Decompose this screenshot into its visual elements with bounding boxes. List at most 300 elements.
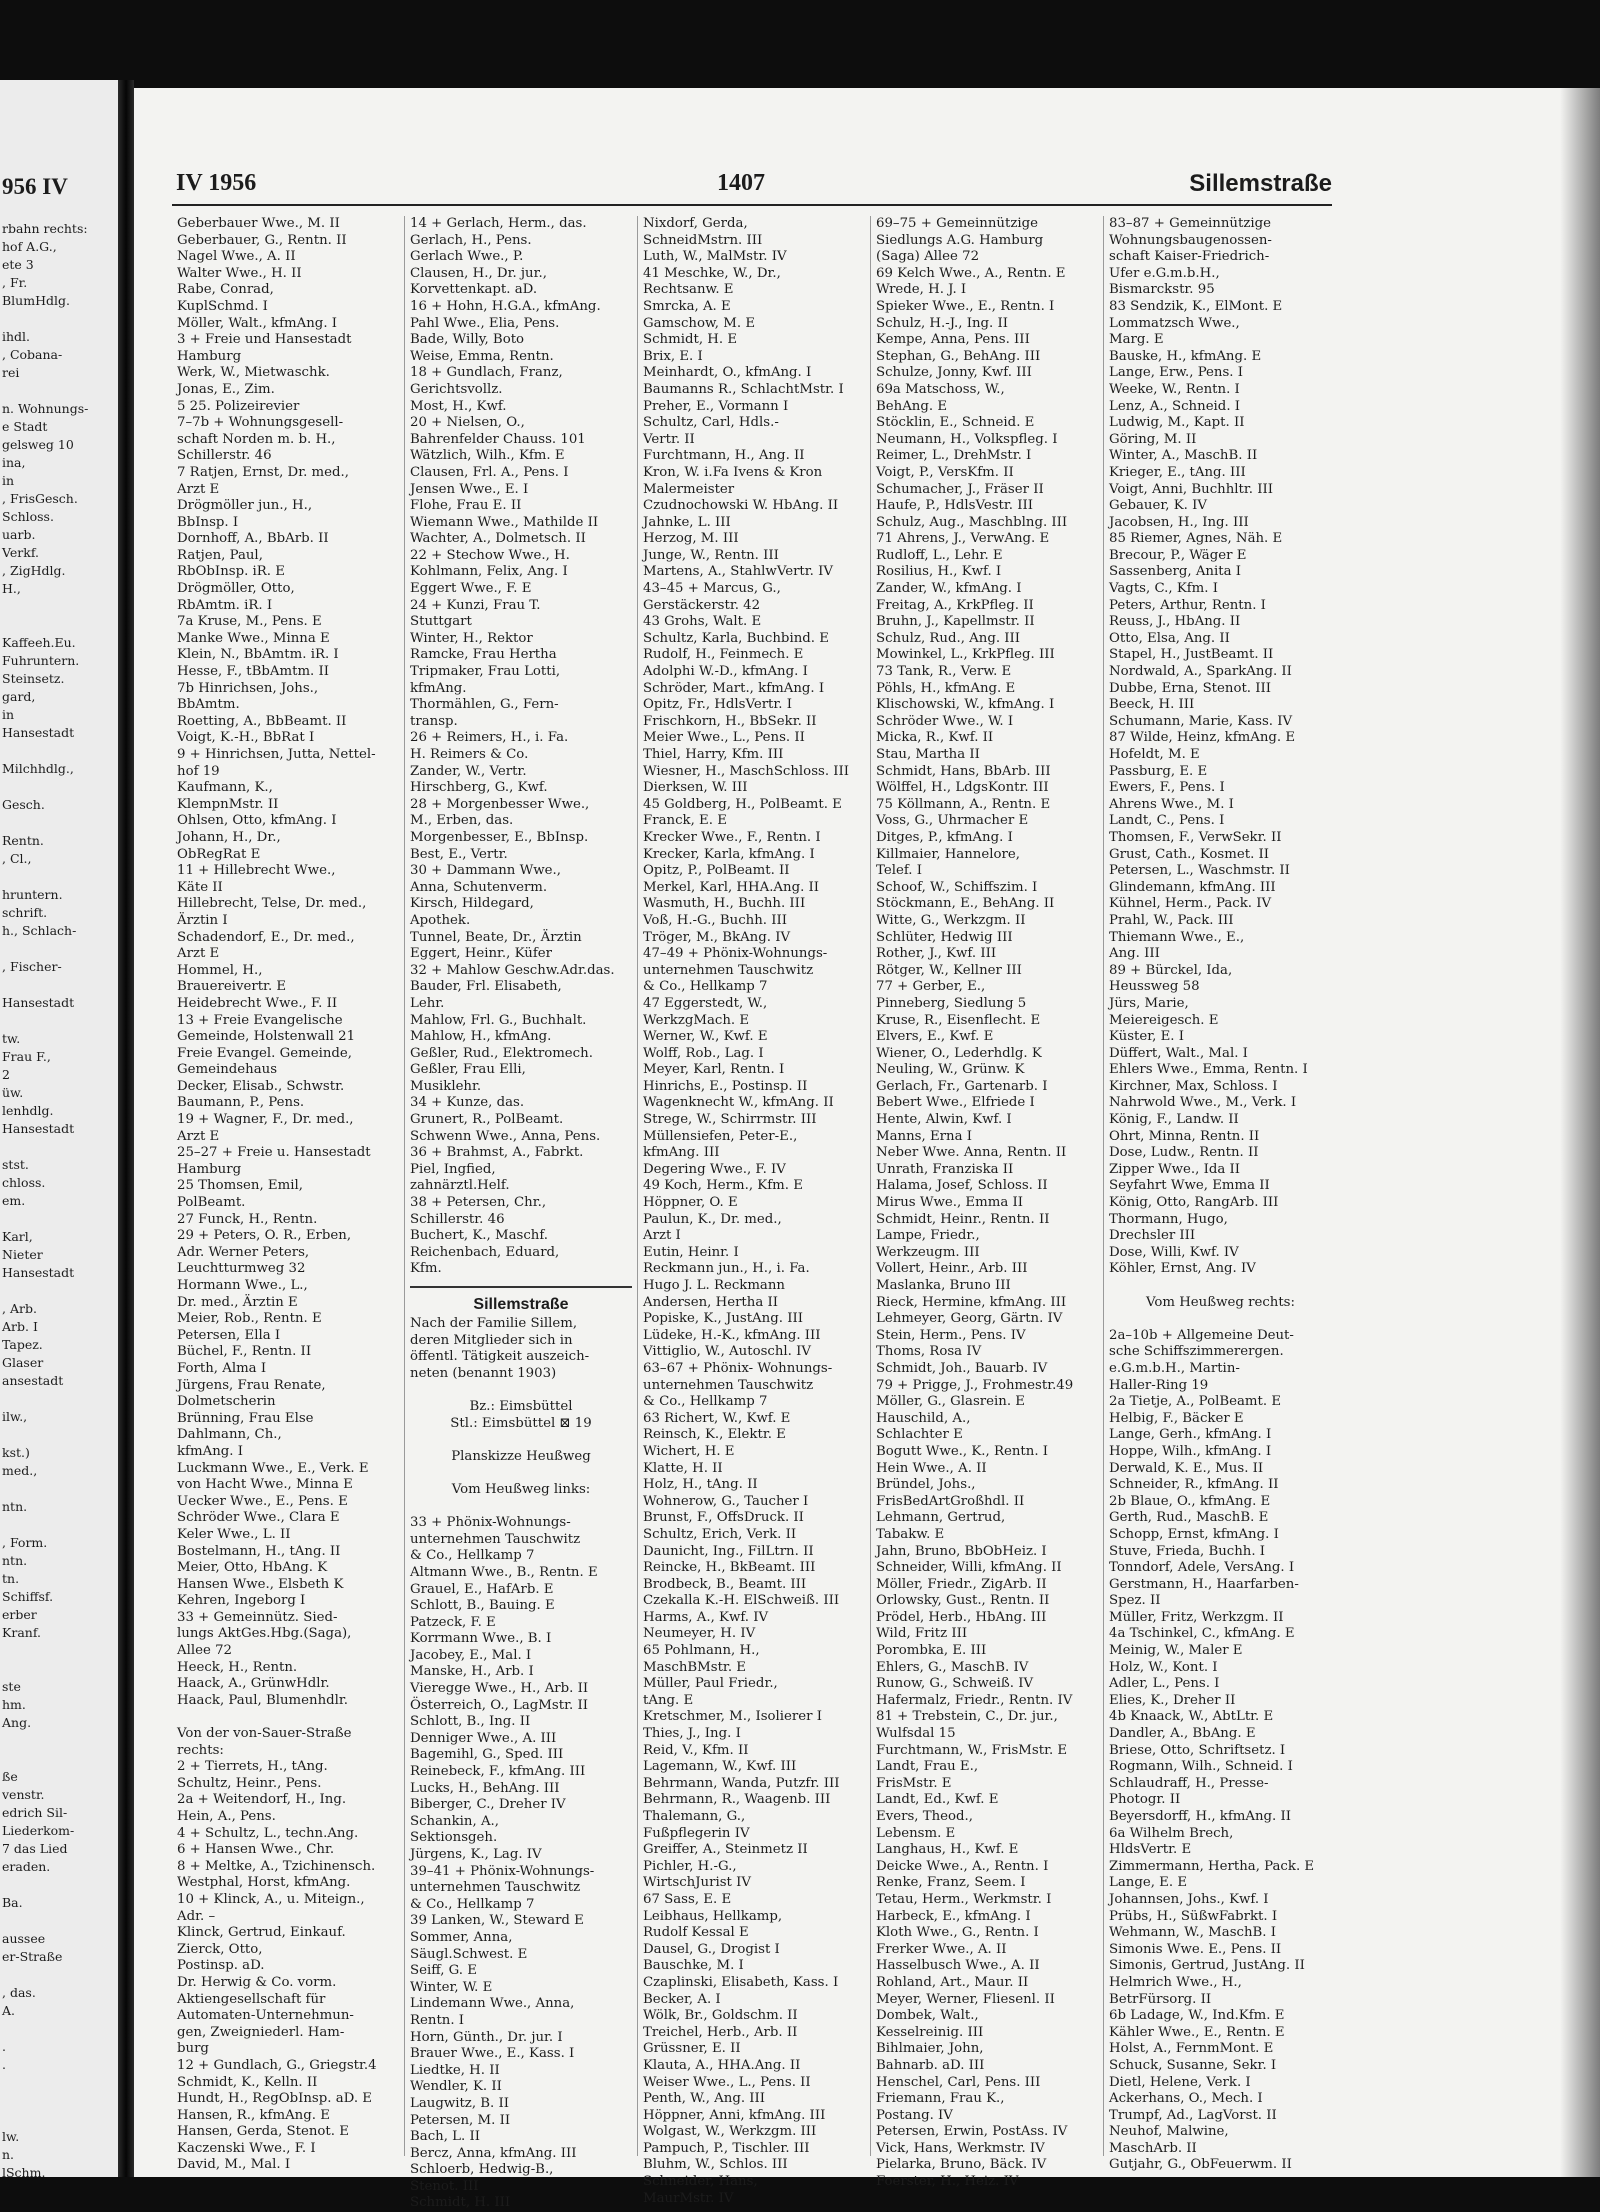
directory-entry bbox=[410, 1465, 632, 1482]
page-number: 1407 bbox=[717, 170, 765, 196]
directory-entry: Schopp, Ernst, kfmAng. I bbox=[1109, 1526, 1279, 1542]
directory-entry: Schmidt, H. III bbox=[410, 2195, 511, 2211]
directory-entry: Elies, K., Dreher II bbox=[1109, 1692, 1236, 1708]
directory-entry: Schadendorf, E., Dr. med., bbox=[177, 929, 355, 945]
directory-entry: Hamburg bbox=[177, 1161, 242, 1177]
directory-entry: KlempnMstr. II bbox=[177, 796, 279, 812]
directory-entry: 69a Matschoss, W., bbox=[876, 381, 1005, 397]
directory-entry: 2a Tietje, A., PolBeamt. E bbox=[1109, 1394, 1282, 1410]
directory-entry: kfmAng. III bbox=[643, 1145, 720, 1161]
directory-entry: Morgenbesser, E., BbInsp. bbox=[410, 829, 589, 845]
directory-entry: Lampe, Friedr., bbox=[876, 1228, 980, 1244]
directory-entry: Bahrenfelder Chauss. 101 bbox=[410, 431, 586, 447]
directory-entry: Helmrich Wwe., H., bbox=[1109, 1974, 1242, 1990]
left-page-fragment: hm. bbox=[2, 1697, 26, 1712]
directory-entry: Nahrwold Wwe., M., Verk. I bbox=[1109, 1095, 1297, 1111]
directory-entry: Lange, E. E bbox=[1109, 1875, 1188, 1891]
directory-entry: Becker, A. I bbox=[643, 1991, 721, 2007]
directory-entry: Hente, Alwin, Kwf. I bbox=[876, 1112, 1012, 1128]
directory-entry: Wrede, H. J. I bbox=[876, 282, 967, 298]
directory-entry: Österreich, O., LagMstr. II bbox=[410, 1697, 588, 1713]
directory-entry: 83–87 + Gemeinnützige bbox=[1109, 216, 1271, 231]
left-page-fragment: üw. bbox=[2, 1085, 24, 1100]
directory-entry: 2 + Tierrets, H., tAng. bbox=[177, 1759, 328, 1775]
directory-entry: Lehmann, Gertrud, bbox=[876, 1510, 1006, 1526]
left-page-fragment bbox=[2, 742, 118, 760]
directory-entry: e.G.m.b.H., Martin- bbox=[1109, 1360, 1240, 1376]
directory-entry: Meiereigesch. E bbox=[1109, 1012, 1219, 1028]
directory-entry: Klischowski, W., kfmAng. I bbox=[876, 697, 1055, 713]
directory-entry: Mirus Wwe., Emma II bbox=[876, 1195, 1024, 1211]
left-page-fragment: ße bbox=[2, 1769, 18, 1784]
directory-entry: Krieger, E., tAng. III bbox=[1109, 464, 1246, 480]
directory-entry bbox=[410, 1382, 632, 1399]
left-page-fragment: 2 bbox=[2, 1067, 10, 1082]
directory-entry: 20 + Nielsen, O., bbox=[410, 415, 525, 431]
directory-entry: Roetting, A., BbBeamt. II bbox=[177, 713, 347, 729]
directory-entry: 9 + Hinrichsen, Jutta, Nettel- bbox=[177, 747, 376, 762]
directory-entry: Patzeck, F. E bbox=[410, 1614, 496, 1630]
directory-entry: Voigt, K.-H., BbRat I bbox=[177, 730, 315, 746]
street-info-line: Bz.: Eimsbüttel bbox=[469, 1398, 573, 1414]
directory-entry: Meyer, Karl, Rentn. I bbox=[643, 1062, 785, 1078]
directory-entry: Hansen Wwe., Elsbeth K bbox=[177, 1576, 344, 1592]
directory-entry: 75 Köllmann, A., Rentn. E bbox=[876, 796, 1051, 812]
directory-entry: Schlüter, Hedwig III bbox=[876, 929, 1013, 945]
directory-entry: Reckmann jun., H., i. Fa. bbox=[643, 1261, 810, 1277]
directory-entry: Pampuch, P., Tischler. III bbox=[643, 2140, 810, 2156]
directory-entry: Thalemann, G., bbox=[643, 1809, 746, 1824]
directory-entry: Leuchtturmweg 32 bbox=[177, 1261, 306, 1277]
directory-entry: 2a–10b + Allgemeine Deut- bbox=[1109, 1327, 1294, 1343]
directory-entry: Wichert, H. E bbox=[643, 1443, 735, 1459]
left-page-fragment: chloss. bbox=[2, 1175, 46, 1190]
directory-entry: Bebert Wwe., Elfriede I bbox=[876, 1095, 1035, 1111]
directory-entry: Klatte, H. II bbox=[643, 1460, 723, 1476]
left-page-fragment: , Cl., bbox=[2, 851, 32, 866]
directory-entry: Marg. E bbox=[1109, 332, 1164, 348]
directory-entry: RbObInsp. iR. E bbox=[177, 564, 285, 580]
directory-entry: Strege, W., Schirrmstr. III bbox=[643, 1112, 817, 1128]
directory-entry: Forth, Alma I bbox=[177, 1360, 267, 1376]
left-page-fragment bbox=[2, 1426, 118, 1444]
left-page-fragment: tn. bbox=[2, 1571, 20, 1586]
directory-entry: Thormählen, G., Fern- bbox=[410, 697, 559, 713]
directory-entry: Kaufmann, K., bbox=[177, 780, 273, 796]
column-4 bbox=[871, 216, 1104, 2190]
directory-entry: Wölffel, H., LdgsKontr. III bbox=[876, 780, 1049, 796]
directory-entry: Lommatzsch Wwe., bbox=[1109, 315, 1240, 331]
directory-entry: Hauschild, A., bbox=[876, 1410, 971, 1426]
directory-entry: Schlachter E bbox=[876, 1427, 963, 1443]
directory-entry: 12 + Gundlach, G., Griegstr.4 bbox=[177, 2057, 377, 2073]
left-page-fragment: Gesch. bbox=[2, 797, 45, 812]
left-page-fragment: Schloss. bbox=[2, 509, 54, 524]
directory-entry: zahnärztl.Helf. bbox=[410, 1178, 510, 1194]
directory-entry: Behrmann, R., Waagenb. III bbox=[643, 1792, 831, 1808]
directory-entry: Zander, W., kfmAng. I bbox=[876, 581, 1022, 597]
directory-entry: Dierksen, W. III bbox=[643, 780, 748, 796]
directory-entry: Göring, M. II bbox=[1109, 431, 1197, 447]
directory-entry: 73 Tank, R., Verw. E bbox=[876, 664, 1012, 680]
directory-entry: Hein Wwe., A. II bbox=[876, 1460, 987, 1476]
directory-entry: Thies, J., Ing. I bbox=[643, 1726, 741, 1742]
directory-entry: Schumacher, J., Fräser II bbox=[876, 481, 1044, 497]
directory-entry: Voigt, Anni, Buchhltr. III bbox=[1109, 481, 1273, 497]
directory-entry: Klinck, Gertrud, Einkauf. bbox=[177, 1925, 346, 1941]
directory-entry: Schmidt, H. E bbox=[643, 332, 738, 348]
directory-entry: BehAng. E bbox=[876, 398, 948, 414]
directory-entry: Rechtsanw. E bbox=[643, 282, 734, 298]
directory-entry: Müllensiefen, Peter-E., bbox=[643, 1128, 798, 1144]
directory-entry: Reinebeck, F., kfmAng. III bbox=[410, 1764, 586, 1780]
left-page-fragment: , Fr. bbox=[2, 275, 28, 290]
directory-entry: Stein, Herm., Pens. IV bbox=[876, 1327, 1026, 1343]
directory-entry: 25 Thomsen, Emil, bbox=[177, 1178, 303, 1194]
directory-entry: Siedlungs A.G. Hamburg bbox=[876, 232, 1044, 248]
directory-entry: 47 Eggerstedt, W., bbox=[643, 995, 768, 1011]
left-page-fragment: n. Wohnungs- bbox=[2, 401, 89, 416]
directory-entry: 2b Blaue, O., kfmAng. E bbox=[1109, 1493, 1271, 1509]
directory-entry: Brauer Wwe., E., Kass. I bbox=[410, 2046, 575, 2062]
directory-entry: Paulun, K., Dr. med., bbox=[643, 1211, 782, 1227]
page-edge-shadow bbox=[1560, 88, 1600, 2177]
left-page-fragment: Hansestadt bbox=[2, 995, 75, 1010]
left-page-edge bbox=[0, 80, 118, 2180]
directory-entry: Möller, Friedr., ZigArb. II bbox=[876, 1576, 1047, 1592]
directory-entry: kfmAng. I bbox=[177, 1443, 243, 1459]
left-page-fragment: A. bbox=[2, 2003, 16, 2018]
directory-entry: Jahnke, L. III bbox=[643, 514, 731, 530]
directory-entry: Martens, A., StahlwVertr. IV bbox=[643, 564, 833, 580]
directory-entry: Lenz, A., Schneid. I bbox=[1109, 398, 1241, 414]
directory-entry: Bercz, Anna, kfmAng. III bbox=[410, 2145, 577, 2161]
directory-entry: Hein, A., Pens. bbox=[177, 1809, 276, 1824]
directory-entry: Schloerb, Hedwig-B., bbox=[410, 2162, 554, 2178]
directory-entry: Bauske, H., kfmAng. E bbox=[1109, 348, 1262, 364]
directory-entry: Jürgens, Frau Renate, bbox=[177, 1377, 326, 1393]
directory-entry: Witte, G., Werkzgm. II bbox=[876, 912, 1026, 928]
directory-entry: Schulze, Jonny, Kwf. III bbox=[876, 365, 1032, 381]
directory-entry: Klein, N., BbAmtm. iR. I bbox=[177, 647, 339, 663]
directory-entry: Wölk, Br., Goldschm. II bbox=[643, 2008, 798, 2024]
directory-entry: 25–27 + Freie u. Hansestadt bbox=[177, 1145, 371, 1161]
directory-entry: Simonis, Gertrud, JustAng. II bbox=[1109, 1958, 1305, 1974]
directory-entry: Vittiglio, W., Autoschl. IV bbox=[643, 1344, 811, 1360]
left-page-fragment: ntn. bbox=[2, 1553, 28, 1568]
directory-entry: neten (benannt 1903) bbox=[410, 1365, 557, 1381]
directory-entry: Winter, H., Rektor bbox=[410, 630, 533, 646]
directory-entry: Werkzeugm. III bbox=[876, 1244, 980, 1260]
directory-entry: Piel, Ingfied, bbox=[410, 1161, 496, 1177]
directory-entry: 45 Goldberg, H., PolBeamt. E bbox=[643, 796, 842, 812]
directory-entry: Buchert, K., Maschf. bbox=[410, 1228, 549, 1244]
directory-entry: Jürgens, K., Lag. IV bbox=[410, 1847, 542, 1862]
street-info-line: Planskizze Heußweg bbox=[451, 1448, 591, 1464]
directory-entry: Unrath, Franziska II bbox=[876, 1161, 1014, 1177]
directory-entry: Dandler, A., BbAng. E bbox=[1109, 1726, 1256, 1742]
directory-entry: Schröder Wwe., W. I bbox=[876, 713, 1014, 729]
directory-entry: 13 + Freie Evangelische bbox=[177, 1012, 343, 1028]
directory-entry: Jürs, Marie, bbox=[1109, 995, 1189, 1011]
left-page-fragment: gelsweg 10 bbox=[2, 437, 74, 452]
directory-entry: Wätzlich, Wilh., Kfm. E bbox=[410, 448, 565, 464]
directory-entry: Bihlmaier, John, bbox=[876, 2041, 984, 2057]
directory-entry: Jahn, Bruno, BbObHeiz. I bbox=[876, 1543, 1047, 1559]
directory-entry: Weise, Emma, Rentn. bbox=[410, 348, 554, 364]
directory-entry: Photogr. II bbox=[1109, 1792, 1181, 1808]
directory-entry: 32 + Mahlow Geschw.Adr.das. bbox=[410, 962, 615, 978]
directory-entry: FrisBedArtGroßhdl. II bbox=[876, 1493, 1025, 1509]
directory-entry: 81 + Trebstein, C., Dr. jur., bbox=[876, 1709, 1058, 1725]
directory-entry: Reuss, J., HbAng. II bbox=[1109, 614, 1241, 630]
directory-entry: Ohrt, Minna, Rentn. II bbox=[1109, 1128, 1260, 1144]
directory-entry: Behrmann, Wanda, Putzfr. III bbox=[643, 1775, 840, 1791]
directory-entry: König, Otto, RangArb. III bbox=[1109, 1195, 1279, 1211]
directory-entry: Gerstmann, H., Haarfarben- bbox=[1109, 1576, 1299, 1592]
directory-entry: Schillerstr. 46 bbox=[410, 1211, 505, 1227]
left-page-fragment: kst.) bbox=[2, 1445, 30, 1460]
directory-entry: Drögmöller jun., H., bbox=[177, 498, 313, 514]
directory-entry: Gerlach, H., Pens. bbox=[410, 232, 532, 248]
column-3 bbox=[638, 216, 871, 2206]
directory-entry: hof 19 bbox=[177, 763, 220, 779]
directory-entry: 19 + Wagner, F., Dr. med., bbox=[177, 1112, 354, 1128]
left-page-fragment bbox=[2, 1966, 118, 1984]
directory-entry: Dornhoff, A., BbArb. II bbox=[177, 531, 329, 547]
directory-entry: Bostelmann, H., tAng. II bbox=[177, 1543, 341, 1559]
directory-entry: Drögmöller, Otto, bbox=[177, 581, 295, 597]
directory-entry: Kirchner, Max, Schloss. I bbox=[1109, 1078, 1278, 1094]
directory-entry: Lehr. bbox=[410, 995, 445, 1011]
directory-entry: Nordwald, A., SparkAng. II bbox=[1109, 664, 1292, 680]
directory-entry: Schröder Wwe., Clara E bbox=[177, 1510, 340, 1526]
directory-entry: Hansen, R., kfmAng. E bbox=[177, 2107, 330, 2123]
directory-entry: Bach, L. II bbox=[410, 2129, 480, 2145]
directory-entry: 6 + Hansen Wwe., Chr. bbox=[177, 1842, 335, 1858]
directory-entry: 49 Koch, Herm., Kfm. E bbox=[643, 1178, 803, 1194]
directory-entry: Prahl, W., Pack. III bbox=[1109, 912, 1234, 928]
directory-entry: 16 + Hohn, H.G.A., kfmAng. bbox=[410, 298, 601, 314]
directory-entry: Schwenn Wwe., Anna, Pens. bbox=[410, 1128, 601, 1144]
directory-entry: Landt, Frau E., bbox=[876, 1759, 979, 1775]
directory-entry: Kirsch, Hildegard, bbox=[410, 896, 534, 912]
left-page-fragment: uarb. bbox=[2, 527, 36, 542]
directory-entry: Junge, W., Rentn. III bbox=[643, 547, 779, 563]
left-page-fragment: Hansestadt bbox=[2, 1121, 75, 1136]
left-page-fragment: Kranf. bbox=[2, 1625, 41, 1640]
street-section-heading: Sillemstraße bbox=[410, 1286, 632, 1316]
directory-entry: Geberbauer, G., Rentn. II bbox=[177, 232, 347, 248]
left-page-fragment: , das. bbox=[2, 1985, 36, 2000]
directory-entry: Bauder, Frl. Elisabeth, bbox=[410, 979, 562, 995]
directory-entry: Seiff, G. E bbox=[410, 1963, 477, 1979]
left-page-fragment: , Form. bbox=[2, 1535, 48, 1550]
left-page-fragment bbox=[2, 1660, 118, 1678]
directory-entry: Rötger, W., Kellner III bbox=[876, 962, 1022, 978]
left-page-fragment bbox=[2, 1642, 118, 1660]
left-page-fragment: ste bbox=[2, 1679, 21, 1694]
directory-entry: Reinsch, K., Elektr. E bbox=[643, 1427, 786, 1443]
directory-entry: 65 Pohlmann, H., bbox=[643, 1643, 760, 1659]
directory-entry: Derwald, K. E., Mus. II bbox=[1109, 1460, 1264, 1476]
directory-entry: Baumann, P., Pens. bbox=[177, 1095, 305, 1111]
directory-entry: unternehmen Tauschwitz bbox=[410, 1880, 581, 1896]
directory-entry: Korrmann Wwe., B. I bbox=[410, 1631, 552, 1647]
left-page-fragment bbox=[2, 976, 118, 994]
directory-entry: Allee 72 bbox=[177, 1643, 232, 1659]
directory-entry: Stöckmann, E., BehAng. II bbox=[876, 896, 1055, 912]
directory-entry: Prödel, Herb., HbAng. III bbox=[876, 1609, 1047, 1625]
directory-entry: Foerster, H., Heiz. IV bbox=[876, 2174, 1019, 2190]
directory-entry: gen, Zweigniederl. Ham- bbox=[177, 2024, 345, 2040]
directory-entry: ObRegRat E bbox=[177, 846, 261, 862]
directory-entry: 79 + Prigge, J., Frohmestr.49 bbox=[876, 1377, 1074, 1393]
directory-entry: Gebauer, K. IV bbox=[1109, 498, 1207, 514]
directory-entry: Schmidt, Hans, BbArb. III bbox=[876, 763, 1051, 779]
directory-entry: Micka, R., Kwf. II bbox=[876, 730, 994, 746]
directory-entry: Hommel, H., bbox=[177, 962, 263, 978]
directory-entry: Trumpf, Ad., LagVorst. II bbox=[1109, 2107, 1277, 2123]
directory-entry: Jonas, E., Zim. bbox=[177, 381, 275, 397]
directory-entry: Degering Wwe., F. IV bbox=[643, 1161, 786, 1177]
directory-entry: Spieker Wwe., E., Rentn. I bbox=[876, 298, 1055, 314]
directory-entry: SchneidMstrn. III bbox=[643, 232, 763, 248]
directory-entry: Grüssner, E. II bbox=[643, 2041, 741, 2057]
directory-entry: Petersen, M. II bbox=[410, 2112, 511, 2128]
directory-entry: 47–49 + Phönix-Wohnungs- bbox=[643, 946, 828, 962]
directory-entry: burg bbox=[177, 2041, 209, 2057]
directory-entry: Schröder, Mart., kfmAng. I bbox=[643, 680, 825, 696]
directory-entry: Pielarka, Bruno, Bäck. IV bbox=[876, 2157, 1047, 2173]
directory-entry: Thomsen, F., VerwSekr. II bbox=[1109, 829, 1282, 845]
directory-entry: Orlowsky, Gust., Rentn. II bbox=[876, 1593, 1050, 1609]
directory-entry: Bluhm, W., Schlos. III bbox=[643, 2157, 788, 2173]
directory-entry: 69 Kelch Wwe., A., Rentn. E bbox=[876, 265, 1066, 281]
directory-entry: Manske, H., Arb. I bbox=[410, 1664, 534, 1680]
directory-entry: Treichel, Herb., Arb. II bbox=[643, 2024, 798, 2040]
directory-entry: Rosilius, H., Kwf. I bbox=[876, 564, 1002, 580]
directory-entry: Bauschke, M. I bbox=[643, 1958, 744, 1974]
directory-entry: David, M., Mal. I bbox=[177, 2157, 291, 2173]
directory-entry: Most, H., Kwf. bbox=[410, 398, 507, 414]
directory-entry: Wohnungsbaugenossen- bbox=[1109, 232, 1272, 248]
left-page-text-fragments bbox=[2, 220, 118, 2182]
left-page-fragment: ansestadt bbox=[2, 1373, 64, 1388]
directory-entry bbox=[1109, 1311, 1332, 1328]
left-page-fragment bbox=[2, 616, 118, 634]
directory-entry: Schuck, Susanne, Sekr. I bbox=[1109, 2057, 1277, 2073]
directory-entry: Lange, Gerh., kfmAng. I bbox=[1109, 1427, 1272, 1443]
column-1 bbox=[172, 216, 405, 2173]
directory-entry bbox=[410, 1432, 632, 1449]
directory-entry: Schulz, Aug., Maschblng. III bbox=[876, 514, 1068, 530]
left-page-fragment: h., Schlach- bbox=[2, 923, 77, 938]
left-page-fragment: erber bbox=[2, 1607, 37, 1622]
left-page-fragment: Schiffsf. bbox=[2, 1589, 54, 1604]
directory-entry: FrisMstr. E bbox=[876, 1775, 952, 1791]
directory-entry: Voigt, P., VersKfm. II bbox=[876, 464, 1014, 480]
directory-entry: Gutjahr, G., ObFeuerwm. II bbox=[1109, 2157, 1292, 2173]
directory-entry: Kühnel, Herm., Pack. IV bbox=[1109, 896, 1272, 912]
directory-entry: Harbeck, E., kfmAng. I bbox=[876, 1908, 1031, 1924]
directory-entry: 26 + Reimers, H., i. Fa. bbox=[410, 730, 569, 746]
left-page-fragment: 7 das Lied bbox=[2, 1841, 68, 1856]
directory-entry: Deicke Wwe., A., Rentn. I bbox=[876, 1858, 1049, 1874]
directory-entry: Ramcke, Frau Hertha bbox=[410, 647, 557, 663]
directory-entry: Hirschberg, G., Kwf. bbox=[410, 780, 548, 796]
directory-entry: Arzt E bbox=[177, 481, 220, 497]
directory-entry: Passburg, E. E bbox=[1109, 763, 1208, 779]
directory-entry: Glindemann, kfmAng. III bbox=[1109, 879, 1276, 895]
directory-entry: Popiske, K., JustAng. III bbox=[643, 1311, 803, 1327]
left-page-fragment: . bbox=[2, 2057, 6, 2072]
directory-entry: Kloth Wwe., G., Rentn. I bbox=[876, 1925, 1039, 1941]
directory-entry: Renke, Franz, Seem. I bbox=[876, 1875, 1026, 1891]
directory-entry: Frischkorn, H., BbSekr. II bbox=[643, 713, 817, 729]
directory-entry: Preher, E., Vormann I bbox=[643, 398, 789, 414]
directory-entry: Tabakw. E bbox=[876, 1526, 945, 1542]
directory-entry: Zander, W., Vertr. bbox=[410, 763, 527, 779]
directory-entry: 18 + Gundlach, Franz, bbox=[410, 365, 563, 381]
directory-entry: 27 Funck, H., Rentn. bbox=[177, 1211, 318, 1227]
directory-entry: Petersen, L., Waschmstr. II bbox=[1109, 863, 1290, 879]
directory-entry: Lebensm. E bbox=[876, 1825, 956, 1841]
directory-entry: 7–7b + Wohnungsgesell- bbox=[177, 415, 344, 431]
directory-entry: Beeck, H. III bbox=[1109, 697, 1195, 713]
directory-entry: Schmidt, Heinr., Rentn. II bbox=[876, 1211, 1050, 1227]
directory-entry: Gerth, Rud., MaschB. E bbox=[1109, 1510, 1269, 1526]
directory-entry: Dr. Herwig & Co. vorm. bbox=[177, 1974, 337, 1990]
directory-entry: Reichenbach, Eduard, bbox=[410, 1244, 560, 1260]
directory-entry: Küster, E. I bbox=[1109, 1029, 1185, 1045]
directory-entry: Kesselreinig. III bbox=[876, 2024, 984, 2040]
directory-entry: Heeck, H., Rentn. bbox=[177, 1659, 298, 1675]
left-page-fragment: Ang. bbox=[2, 1715, 32, 1730]
directory-entry: Adler, L., Pens. I bbox=[1109, 1676, 1220, 1692]
directory-entry: Ackerhans, O., Mech. I bbox=[1109, 2091, 1263, 2107]
directory-entry: Aktiengesellschaft für bbox=[177, 1991, 326, 2007]
directory-entry: Westphal, Horst, kfmAng. bbox=[177, 1875, 351, 1891]
directory-entry: Stuttgart bbox=[410, 614, 472, 630]
left-page-fragment: gard, bbox=[2, 689, 36, 704]
directory-entry: Holst, A., FernmMont. E bbox=[1109, 2041, 1274, 2057]
directory-entry: Adr. Werner Peters, bbox=[177, 1244, 310, 1260]
directory-entry: Wolgast, W., Werkzgm. III bbox=[643, 2124, 817, 2140]
directory-entry: Säugl.Schwest. E bbox=[410, 1946, 528, 1962]
left-page-fragment: er-Straße bbox=[2, 1949, 63, 1964]
directory-entry bbox=[410, 1499, 632, 1516]
directory-entry bbox=[1109, 1278, 1332, 1295]
directory-entry: Wachter, A., Dolmetsch. II bbox=[410, 531, 586, 547]
directory-entry: Dose, Willi, Kwf. IV bbox=[1109, 1244, 1239, 1260]
directory-entry: Schumann, Marie, Kass. IV bbox=[1109, 713, 1293, 729]
directory-entry: Bade, Willy, Boto bbox=[410, 332, 525, 348]
directory-entry: Keler Wwe., L. II bbox=[177, 1526, 291, 1542]
directory-entry: Hinrichs, E., Postinsp. II bbox=[643, 1078, 808, 1094]
directory-entry: 39 Lanken, W., Steward E bbox=[410, 1913, 584, 1929]
directory-entry: Brix, E. I bbox=[643, 348, 703, 364]
left-page-fragment bbox=[2, 1516, 118, 1534]
directory-entry: Rohland, Art., Maur. II bbox=[876, 1974, 1029, 1990]
left-page-fragment: Glaser bbox=[2, 1355, 44, 1370]
directory-entry: Dr. med., Ärztin E bbox=[177, 1294, 298, 1310]
directory-entry: Schmidt, K., Kelln. II bbox=[177, 2074, 318, 2090]
directory-entry: Rogmann, Wilh., Schneid. I bbox=[1109, 1759, 1293, 1775]
directory-entry: Decker, Elisab., Schwstr. bbox=[177, 1078, 345, 1094]
directory-entry: König, F., Landw. II bbox=[1109, 1112, 1239, 1128]
directory-entry: Krecker Wwe., F., Rentn. I bbox=[643, 829, 821, 845]
